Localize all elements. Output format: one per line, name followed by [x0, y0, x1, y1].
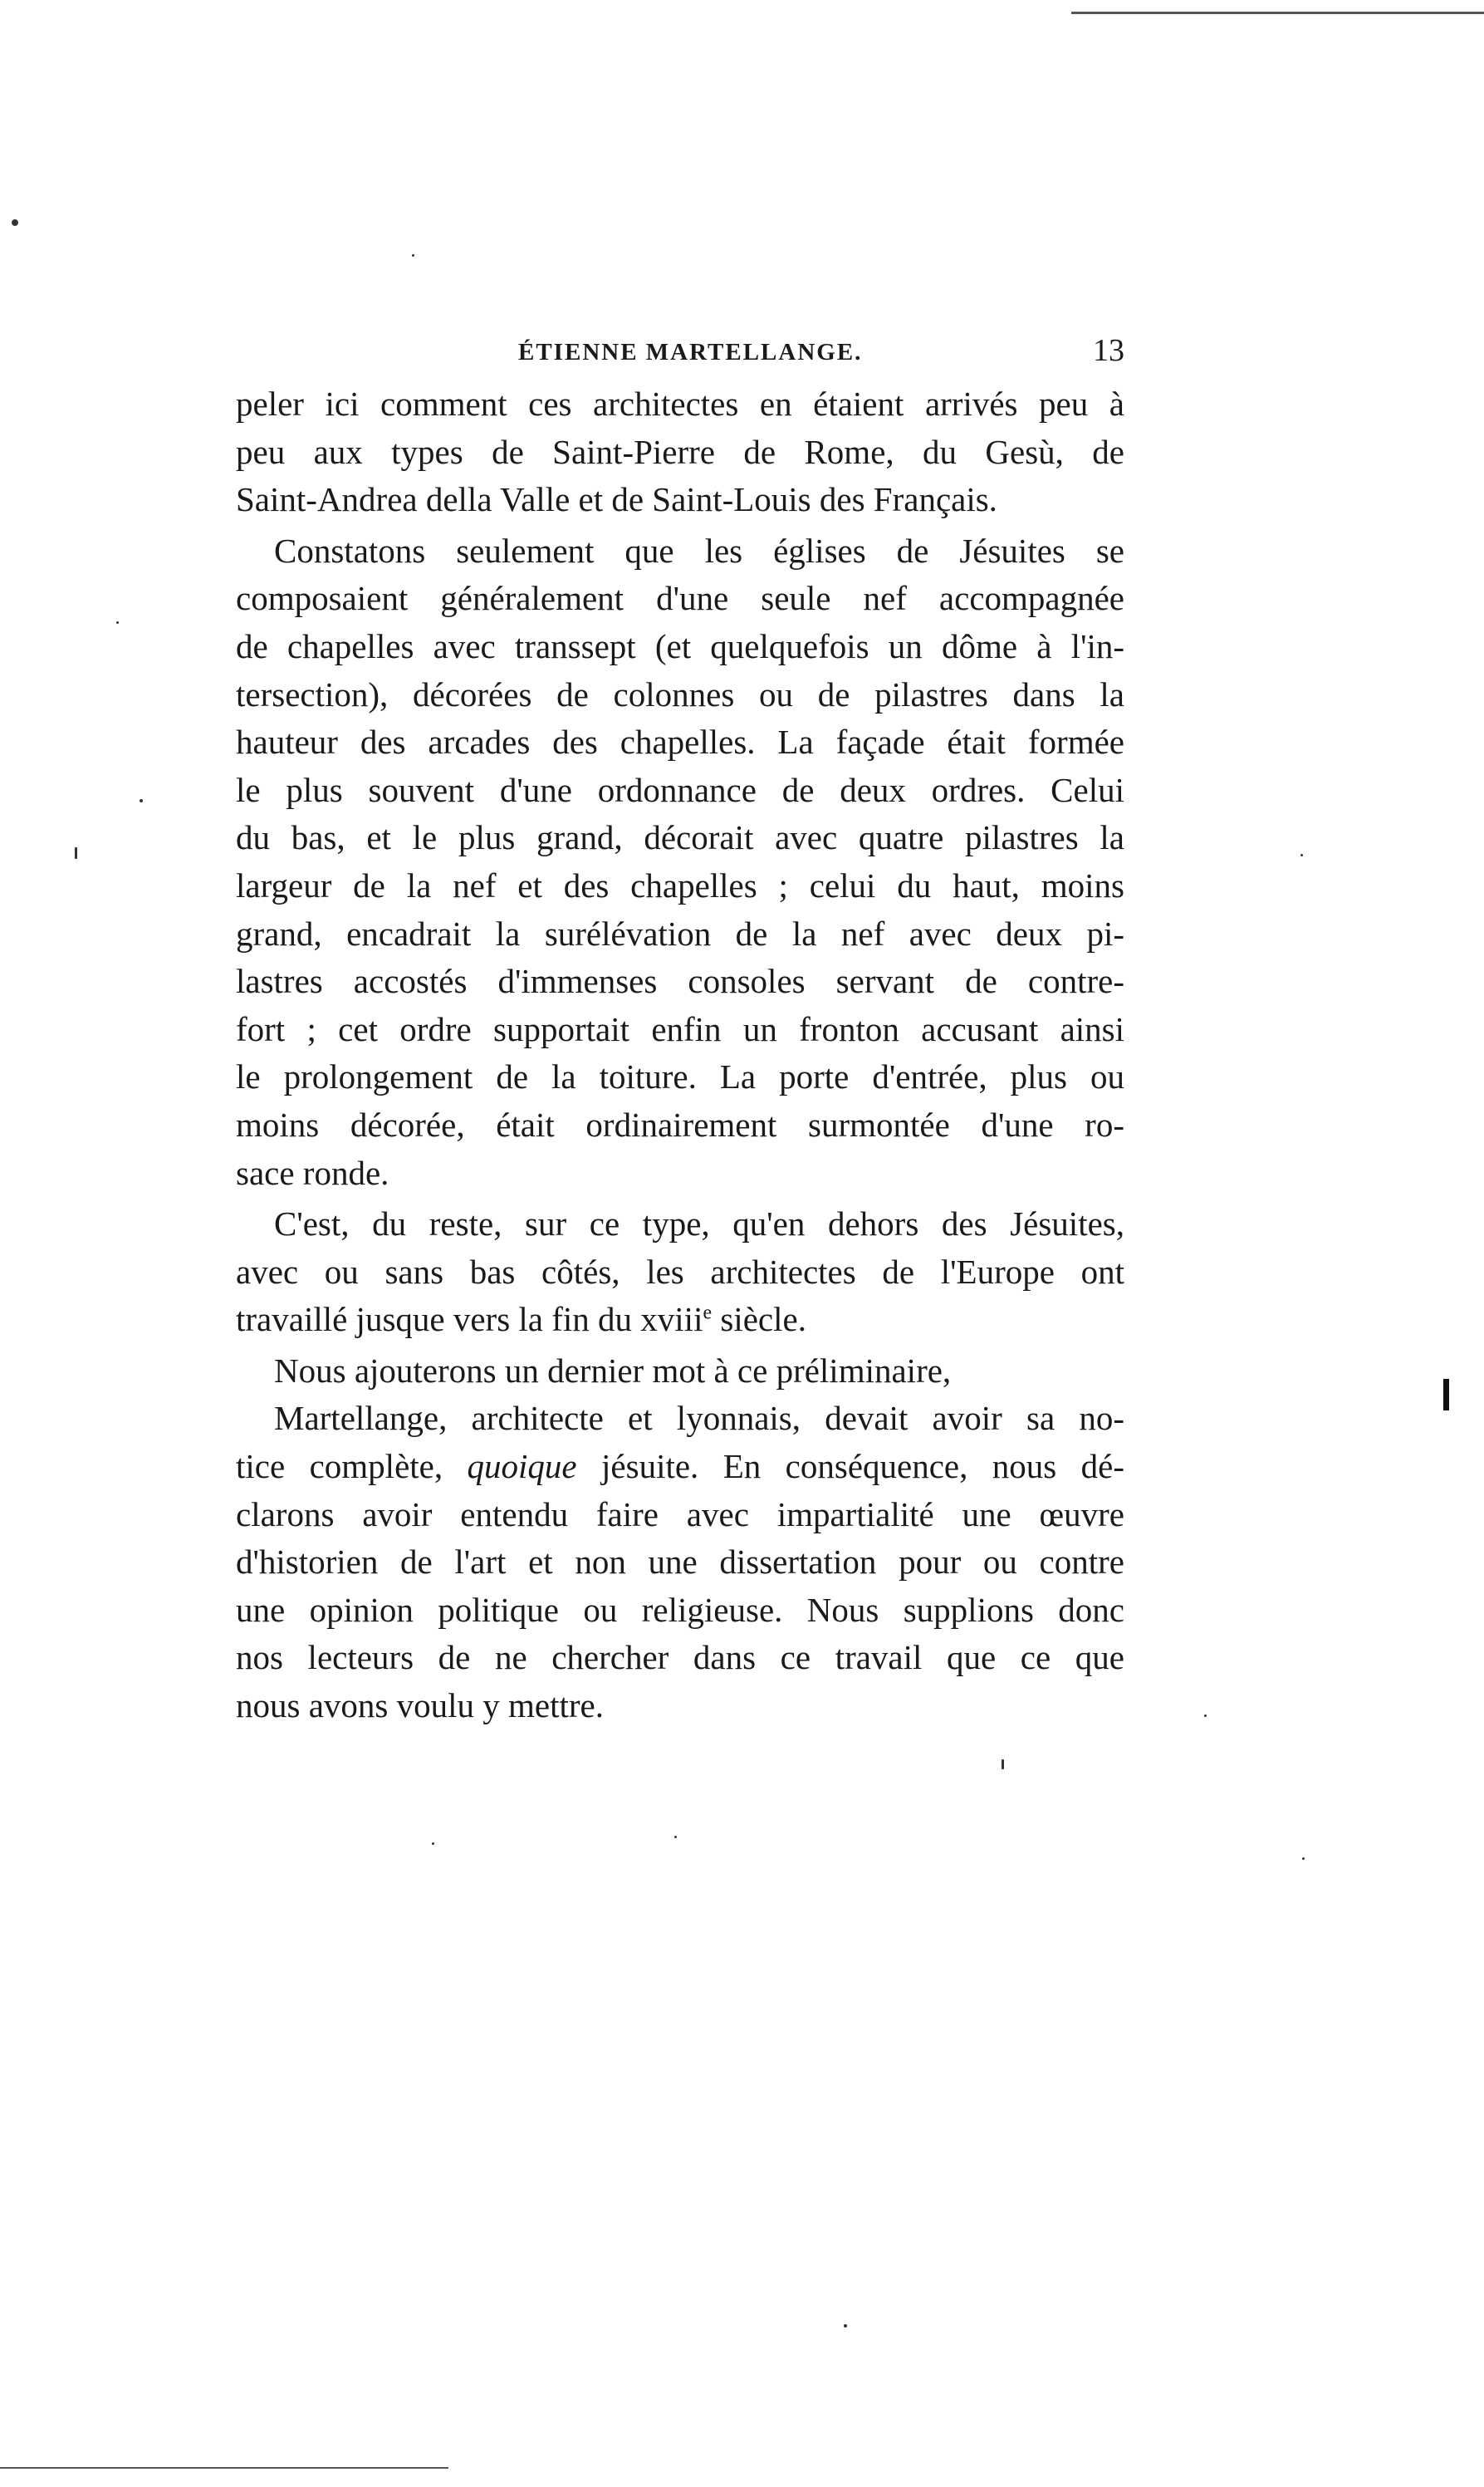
text-segment: tice complète,: [236, 1447, 468, 1486]
running-head: [236, 332, 1124, 375]
text-line: le plus souvent d'une ordonnance de deux ordres. Celui: [236, 770, 1124, 809]
top-edge-rule: [1071, 12, 1484, 14]
text-line: de chapelles avec transsept (et quelquefois un dôme à l'in-: [236, 626, 1124, 665]
text-line: peler ici comment ces architectes en étaient arrivés peu à: [236, 385, 1124, 423]
text-segment: travaillé jusque vers la fin du xviii: [236, 1300, 703, 1339]
text-line: fort ; cet ordre supportait enfin un fronton accusant ainsi: [236, 1009, 1124, 1048]
page-number: 13: [1093, 333, 1124, 368]
text-line: nos lecteurs de ne chercher dans ce travail que ce que: [236, 1638, 1124, 1677]
bottom-edge-rule: [0, 2467, 448, 2469]
margin-mark: [1443, 1379, 1449, 1410]
scan-speck: [12, 219, 18, 226]
text-line: nous avons voulu y mettre.: [236, 1686, 604, 1725]
text-line: peu aux types de Saint-Pierre de Rome, du Gesù, de: [236, 432, 1124, 471]
scan-speck: [1002, 1759, 1004, 1769]
superscript: e: [703, 1302, 713, 1324]
text-line: hauteur des arcades des chapelles. La façade était formée: [236, 723, 1124, 762]
text-line: [236, 1443, 1124, 1491]
text-line: Martellange, architecte et lyonnais, devait avoir sa no-: [274, 1399, 1124, 1438]
text-line: Constatons seulement que les églises de Jésuites se: [274, 531, 1124, 570]
scan-speck: [1204, 1714, 1207, 1717]
text-line: une opinion politique ou religieuse. Nous supplions donc: [236, 1590, 1124, 1629]
text-line: grand, encadrait la surélévation de la nef avec deux pi-: [236, 914, 1124, 953]
text-line: avec ou sans bas côtés, les architectes de l'Europe ont: [236, 1252, 1124, 1291]
scan-speck: [75, 847, 77, 859]
text-line: lastres accostés d'immenses consoles servant de contre-: [236, 962, 1124, 1001]
text-line: composaient généralement d'une seule nef accompagnée: [236, 579, 1124, 618]
text-line: tersection), décorées de colonnes ou de pilastres dans la: [236, 674, 1124, 714]
scan-speck: [674, 1836, 677, 1838]
scan-speck: [140, 799, 143, 802]
text-line: Nous ajouterons un dernier mot à ce préliminaire,: [274, 1351, 952, 1390]
scan-speck: [1302, 1857, 1305, 1860]
text-line: d'historien de l'art et non une dissertation pour ou contre: [236, 1543, 1124, 1582]
running-title: ÉTIENNE MARTELLANGE.: [518, 339, 863, 365]
text-line: sace ronde.: [236, 1153, 389, 1192]
text-line: [236, 1296, 1124, 1344]
text-line: Saint-Andrea della Valle et de Saint-Louis des Français.: [236, 480, 997, 519]
italic-word: quoique: [467, 1447, 577, 1486]
text-line: clarons avoir entendu faire avec impartialité une œuvre: [236, 1494, 1124, 1533]
scan-speck: [844, 2324, 847, 2328]
text-segment: jésuite. En conséquence, nous dé-: [576, 1447, 1124, 1486]
text-line: moins décorée, était ordinairement surmontée d'une ro-: [236, 1105, 1124, 1144]
text-line: largeur de la nef et des chapelles ; celui du haut, moins: [236, 866, 1124, 905]
text-line: du bas, et le plus grand, décorait avec quatre pilastres la: [236, 818, 1124, 857]
scan-speck: [412, 254, 414, 257]
scan-speck: [1300, 854, 1303, 856]
text-line: C'est, du reste, sur ce type, qu'en dehors des Jésuites,: [274, 1204, 1124, 1244]
text-segment: siècle.: [712, 1300, 806, 1339]
scan-speck: [432, 1842, 434, 1845]
body-text: [236, 380, 1124, 1730]
scan-speck: [116, 621, 119, 624]
text-line: le prolongement de la toiture. La porte d'entrée, plus ou: [236, 1057, 1124, 1096]
